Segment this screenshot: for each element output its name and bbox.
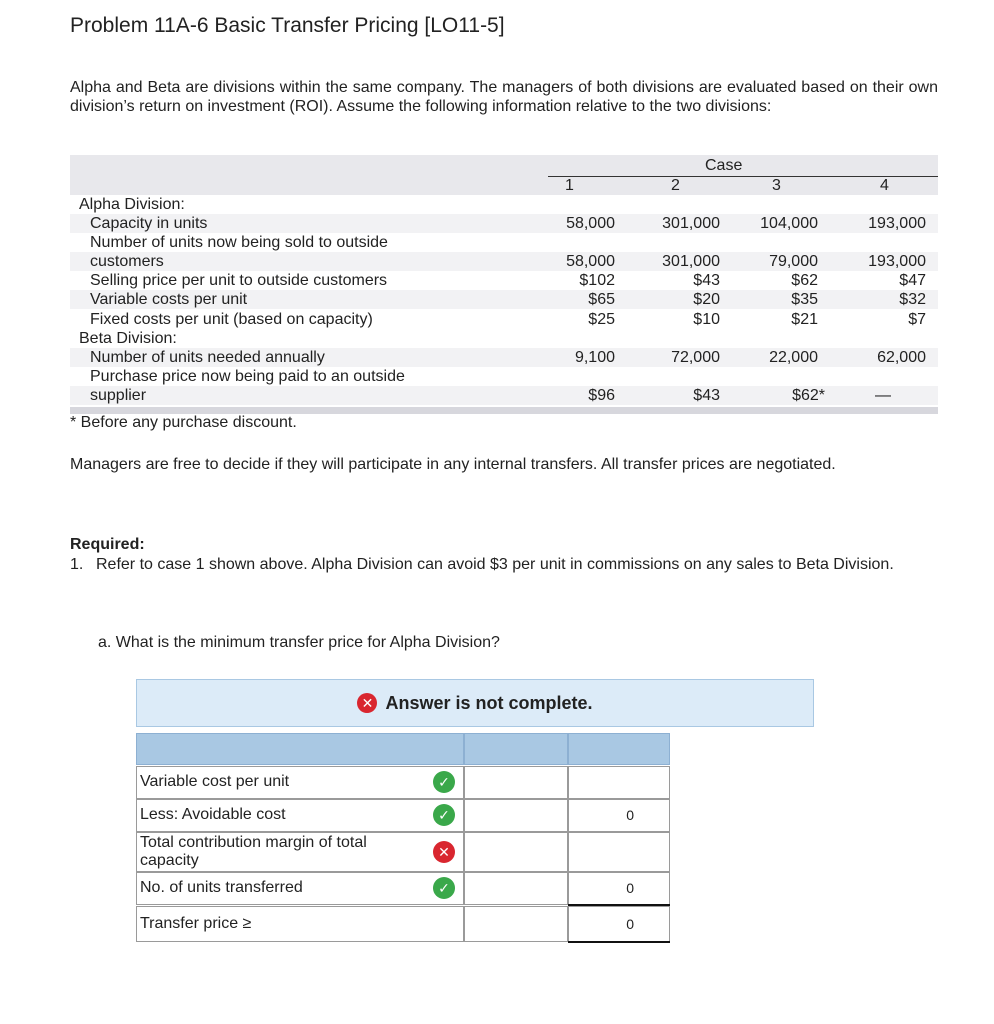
beta-heading: Beta Division: [79,330,177,347]
cell-r5-c3: 22,000 [769,349,818,366]
cell-r1-c1: 58,000 [566,253,615,270]
footnote: * Before any purchase discount. [70,414,297,431]
cell-r3-c2: $20 [693,291,720,308]
row-label-total-contribution: Total contribution margin of total capacity [140,834,367,869]
correct-check-icon: ✓ [433,877,455,899]
cell-r4-c3: $21 [791,311,818,328]
cell-r5-c1: 9,100 [574,349,615,366]
page-title: Problem 11A-6 Basic Transfer Pricing [LO11-5] [70,14,505,37]
cell-r3-c1: $65 [588,291,615,308]
avoidable-cost-value: 0 [626,807,634,823]
avoidable-cost-input-1[interactable] [464,799,568,832]
variable-cost-input-2[interactable] [568,766,670,799]
incorrect-x-icon: ✕ [433,841,455,863]
total-rule [568,941,670,943]
col-head-4: 4 [880,177,889,194]
row-label-selling-price: Selling price per unit to outside customers [90,272,388,289]
row-label-units-needed: Number of units needed annually [90,349,325,366]
cell-r2-c2: $43 [693,272,720,289]
cell-r2-c3: $62 [791,272,818,289]
units-transferred-input-1[interactable] [464,872,568,905]
cell-r6-c3: $62* [792,387,825,404]
total-contribution-input-2[interactable] [568,832,670,872]
correct-check-icon: ✓ [433,804,455,826]
cell-r5-c2: 72,000 [671,349,720,366]
intro-paragraph: Alpha and Beta are divisions within the same company. The managers of both divisions are evaluated based on their own division’s return on investment (ROI). Assume the following information relative to the two divisions: [70,79,938,115]
answer-status-text: Answer is not complete. [385,692,593,713]
cell-r2-c1: $102 [579,272,615,289]
col-head-1: 1 [565,177,574,194]
row-label-avoidable-cost: Less: Avoidable cost [140,806,286,823]
cell-r4-c1: $25 [588,311,615,328]
row-label-variable-costs: Variable costs per unit [90,291,248,308]
transfer-price-value: 0 [626,916,634,932]
transfer-price-input-1[interactable] [464,906,568,942]
answer-status-banner [136,679,814,727]
cell-r1-c2: 301,000 [662,253,720,270]
row-label-capacity: Capacity in units [90,215,208,232]
alpha-heading: Alpha Division: [79,196,185,213]
grid-header-col2 [464,733,568,765]
cell-r0-c4: 193,000 [868,215,926,232]
required-item-text: Refer to case 1 shown above. Alpha Division can avoid $3 per unit in commissions on any sales to Beta Division. [96,556,894,573]
required-item-1 [70,555,938,574]
incorrect-x-icon: ✕ [357,693,377,713]
cell-r3-c3: $35 [791,291,818,308]
required-item-number: 1. [70,556,84,573]
row-label-transfer-price: Transfer price ≥ [140,915,252,932]
row-label-fixed-costs: Fixed costs per unit (based on capacity) [90,311,373,328]
row-label-outside: customers [90,253,164,270]
cell-r4-c2: $10 [693,311,720,328]
grid-header-col1 [136,733,464,765]
cell-r6-c2: $43 [693,387,720,404]
row-label-variable-cost: Variable cost per unit [140,773,290,790]
case-table [70,155,938,415]
col-head-3: 3 [772,177,781,194]
header-band [70,155,938,195]
cell-r2-c4: $47 [899,272,926,289]
row-label-purchase-line1: Purchase price now being paid to an outside [90,368,405,385]
units-transferred-value: 0 [626,880,634,896]
cell-r3-c4: $32 [899,291,926,308]
row-label-units-transferred: No. of units transferred [140,879,303,896]
row-label-supplier: supplier [90,387,147,404]
negotiation-note: Managers are free to decide if they will participate in any internal transfers. All transfer prices are negotiated. [70,456,836,473]
cell-r4-c4: $7 [908,311,926,328]
total-contribution-input-1[interactable] [464,832,568,872]
case-label: Case [705,157,743,174]
question-a: a. What is the minimum transfer price for Alpha Division? [98,634,500,651]
cell-r1-c4: 193,000 [868,253,926,270]
required-title: Required: [70,536,145,553]
cell-r0-c1: 58,000 [566,215,615,232]
row-label-outside-line1: Number of units now being sold to outside [90,234,388,251]
col-head-2: 2 [671,177,680,194]
correct-check-icon: ✓ [433,771,455,793]
table-bottom-bar [70,407,938,414]
cell-r1-c3: 79,000 [769,253,818,270]
variable-cost-input-1[interactable] [464,766,568,799]
grid-header-col3 [568,733,670,765]
cell-r6-c4: — [875,387,891,404]
cell-r6-c1: $96 [588,387,615,404]
cell-r0-c3: 104,000 [760,215,818,232]
cell-r0-c2: 301,000 [662,215,720,232]
cell-r5-c4: 62,000 [877,349,926,366]
